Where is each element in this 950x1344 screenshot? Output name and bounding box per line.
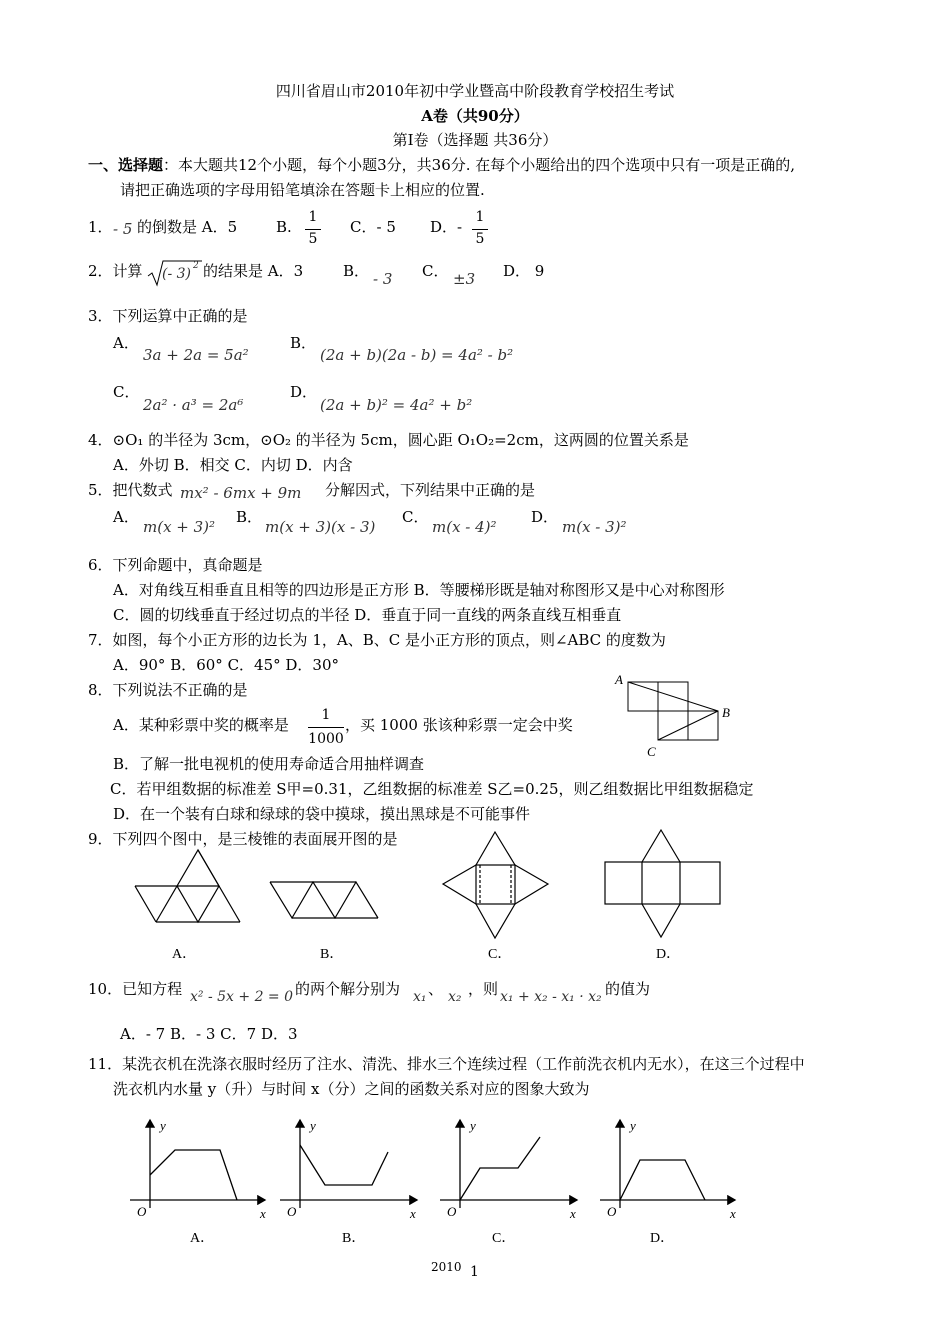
footer-year: 2010	[431, 1260, 462, 1274]
graph-label-d: D．	[650, 1231, 675, 1246]
net-label-a: A．	[172, 947, 197, 962]
graph-c-y-label: y	[470, 1118, 476, 1133]
net-option-b	[270, 882, 378, 918]
graph-b-x-label: x	[410, 1206, 416, 1221]
paper-part: A卷（共90分）	[421, 107, 529, 125]
graph-b-y-label: y	[310, 1118, 316, 1133]
point-b-label: B	[722, 705, 730, 720]
page-number: 1	[470, 1264, 479, 1280]
net-option-d	[605, 830, 720, 937]
instructions-line1: 一、选择题：本大题共12个小题，每个小题3分，共36分. 在每个小题给出的四个选项中只有一项是正确的,	[88, 156, 796, 174]
point-c-label: C	[647, 744, 656, 759]
net-option-c	[443, 832, 548, 938]
graph-b-origin: O	[287, 1204, 297, 1219]
instructions-line2: 请把正确选项的字母用铅笔填涂在答题卡上相应的位置.	[120, 181, 485, 199]
exam-title: 四川省眉山市2010年初中学业暨高中阶段教育学校招生考试	[275, 82, 675, 100]
graph-a-origin: O	[137, 1204, 147, 1219]
section-title: 第Ⅰ卷（选择题 共36分）	[392, 131, 558, 149]
graph-label-b: B．	[342, 1231, 366, 1246]
graph-a-y-label: y	[160, 1118, 166, 1133]
net-label-c: C．	[488, 947, 512, 962]
point-a-label: A	[615, 672, 623, 687]
graph-label-a: A．	[190, 1231, 215, 1246]
net-label-d: D．	[656, 947, 681, 962]
grid-angle-figure	[610, 672, 740, 762]
graph-c-x-label: x	[570, 1206, 576, 1221]
function-graphs	[120, 1110, 760, 1250]
instructions-heading: 一、选择题	[88, 156, 164, 174]
graph-d-origin: O	[607, 1204, 617, 1219]
net-option-a	[135, 850, 240, 922]
question-9: 9．下列四个图中，是三棱锥的表面展开图的是	[88, 830, 398, 848]
net-figures	[120, 820, 740, 970]
graph-d-y-label: y	[630, 1118, 636, 1133]
graph-a-x-label: x	[260, 1206, 266, 1221]
graph-c-origin: O	[447, 1204, 457, 1219]
net-label-b: B．	[320, 947, 344, 962]
graph-label-c: C．	[492, 1231, 516, 1246]
graph-d-x-label: x	[730, 1206, 736, 1221]
